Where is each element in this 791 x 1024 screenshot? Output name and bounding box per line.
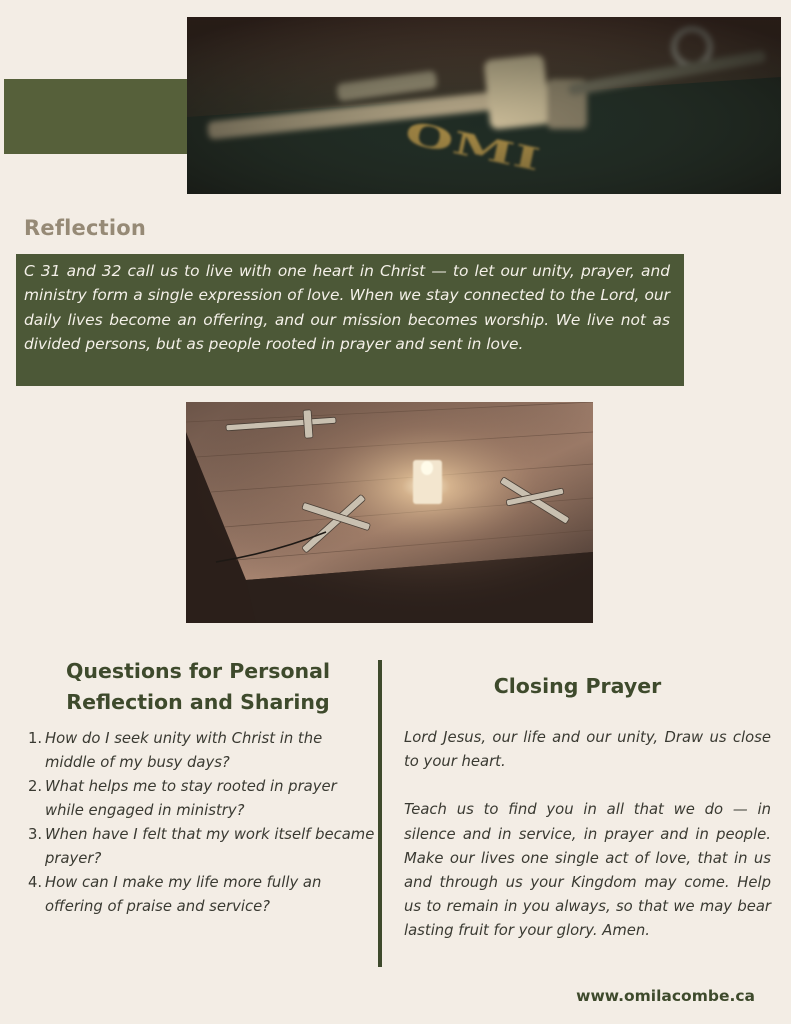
- accent-bar: [4, 79, 190, 154]
- column-divider: [378, 660, 382, 967]
- reflection-box: [16, 254, 684, 386]
- questions-list: [24, 727, 376, 919]
- question-text: What helps me to stay rooted in prayer while engaged in ministry?: [45, 778, 337, 819]
- question-text: How can I make my life more fully an offering of praise and service?: [45, 874, 322, 915]
- question-number: 4.: [28, 874, 43, 891]
- crucifixes-and-candle-image: [186, 402, 593, 623]
- closing-prayer-heading: Closing Prayer: [493, 674, 662, 698]
- question-item: [24, 823, 376, 871]
- question-number: 1.: [28, 730, 43, 747]
- question-number: 3.: [28, 826, 43, 843]
- question-item: [24, 727, 376, 775]
- prayer-paragraph-1: Lord Jesus, our life and our unity, Draw us close to your heart.: [404, 729, 771, 771]
- reflection-text: C 31 and 32 call us to live with one heart in Christ — to let our unity, prayer, and ministry form a single expression of love. When we stay connected to the Lord, our daily lives become an offering, and our mission becomes worship. We live not as divided persons, but as people rooted in prayer and sent in love.: [24, 262, 670, 353]
- question-item: [24, 775, 376, 823]
- question-item: [24, 871, 376, 919]
- closing-prayer-body: [404, 726, 771, 968]
- crucifix-on-omi-book-image: [187, 17, 781, 194]
- question-text: When have I felt that my work itself became prayer?: [45, 826, 375, 867]
- question-text: How do I seek unity with Christ in the middle of my busy days?: [45, 730, 323, 771]
- questions-heading-line1: Questions for Personal: [66, 659, 330, 683]
- question-number: 2.: [28, 778, 43, 795]
- website-link[interactable]: www.omilacombe.ca: [576, 987, 755, 1005]
- questions-heading: [28, 656, 368, 718]
- questions-heading-line2: Reflection and Sharing: [66, 690, 330, 714]
- prayer-paragraph-2: Teach us to find you in all that we do — in silence and in service, in prayer and in people. Make our lives one single act of love, that in us and through us your Kingdom may come. Help us to remain in you always, so that we may bear lasting fruit for your glory. Amen.: [404, 801, 771, 940]
- reflection-heading: Reflection: [24, 216, 147, 240]
